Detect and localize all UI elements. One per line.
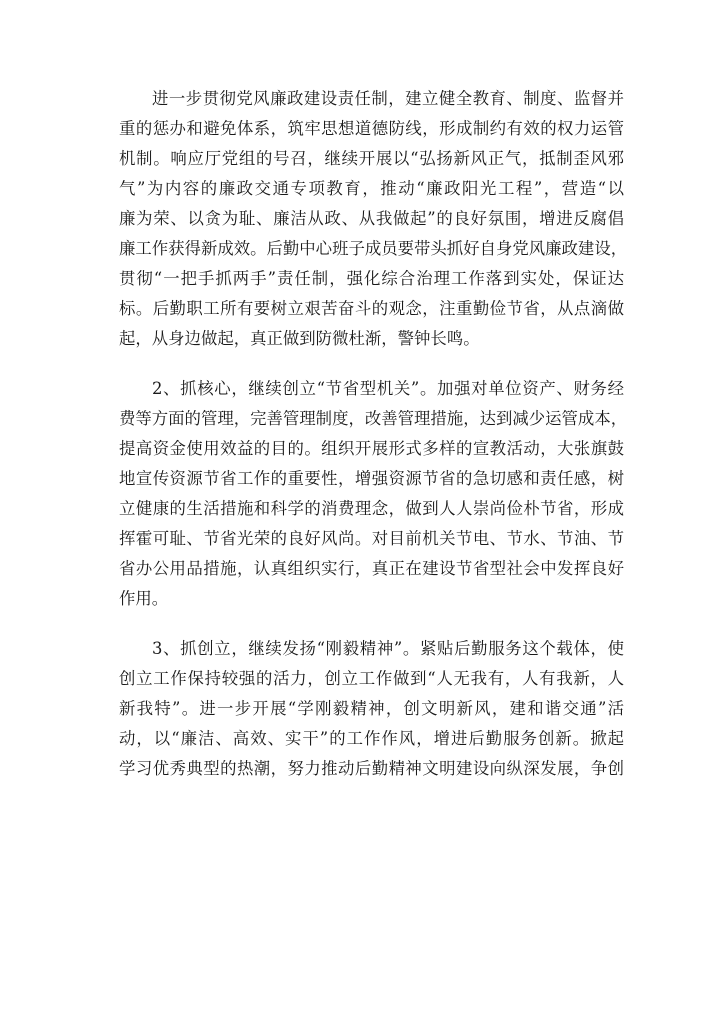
text-line: 挥霍可耻、节省光荣的良好风尚。对目前机关节电、节水、节油、节 (119, 529, 624, 548)
document-body (119, 84, 628, 804)
text-line: 标。后勤职工所有要树立艰苦奋斗的观念，注重勤俭节省，从点滴做 (119, 299, 624, 318)
text-line: 气”为内容的廉政交通专项教育，推动“廉政阳光工程”，营造“以 (119, 179, 624, 198)
text-line: 起，从身边做起，真正做到防微杜渐，警钟长鸣。 (119, 329, 480, 348)
text-line: 学习优秀典型的热潮，努力推动后勤精神文明建设向纵深发展，争创 (119, 759, 624, 778)
text-line: 动，以“廉洁、高效、实干”的工作作风，增进后勤服务创新。掀起 (119, 729, 624, 748)
text-line: 提高资金使用效益的目的。组织开展形式多样的宣教活动，大张旗鼓 (119, 439, 624, 458)
text-line: 新我特”。进一步开展“学刚毅精神，创文明新风，建和谐交通”活 (119, 699, 624, 718)
text-line: 机制。响应厅党组的号召，继续开展以“弘扬新风正气，抵制歪风邪 (119, 149, 624, 168)
text-line: 费等方面的管理，完善管理制度，改善管理措施，达到减少运管成本， (119, 409, 628, 428)
text-line: 立健康的生活措施和科学的消费理念，做到人人崇尚俭朴节省，形成 (119, 499, 624, 518)
text-line: 进一步贯彻党风廉政建设责任制，建立健全教育、制度、监督并 (152, 89, 624, 108)
paragraph-2 (119, 374, 628, 614)
text-line: 创立工作保持较强的活力，创立工作做到“人无我有，人有我新，人 (119, 669, 624, 688)
text-line: 2、抓核心，继续创立“节省型机关”。加强对单位资产、财务经 (152, 379, 624, 398)
paragraph-1 (119, 84, 628, 354)
text-line: 作用。 (119, 589, 169, 608)
text-line: 重的惩办和避免体系，筑牢思想道德防线，形成制约有效的权力运管 (119, 119, 624, 138)
text-line: 贯彻“一把手抓两手”责任制，强化综合治理工作落到实处，保证达 (119, 269, 624, 288)
text-line: 廉为荣、以贪为耻、廉洁从政、从我做起”的良好氛围，增进反腐倡 (119, 209, 624, 228)
text-line: 3、抓创立，继续发扬“刚毅精神”。紧贴后勤服务这个载体，使 (152, 639, 624, 658)
paragraph-3 (119, 634, 624, 784)
text-line: 地宣传资源节省工作的重要性，增强资源节省的急切感和责任感，树 (119, 469, 624, 488)
text-line: 廉工作获得新成效。后勤中心班子成员要带头抓好自身党风廉政建设， (119, 239, 628, 258)
text-line: 省办公用品措施，认真组织实行，真正在建设节省型社会中发挥良好 (119, 559, 624, 578)
